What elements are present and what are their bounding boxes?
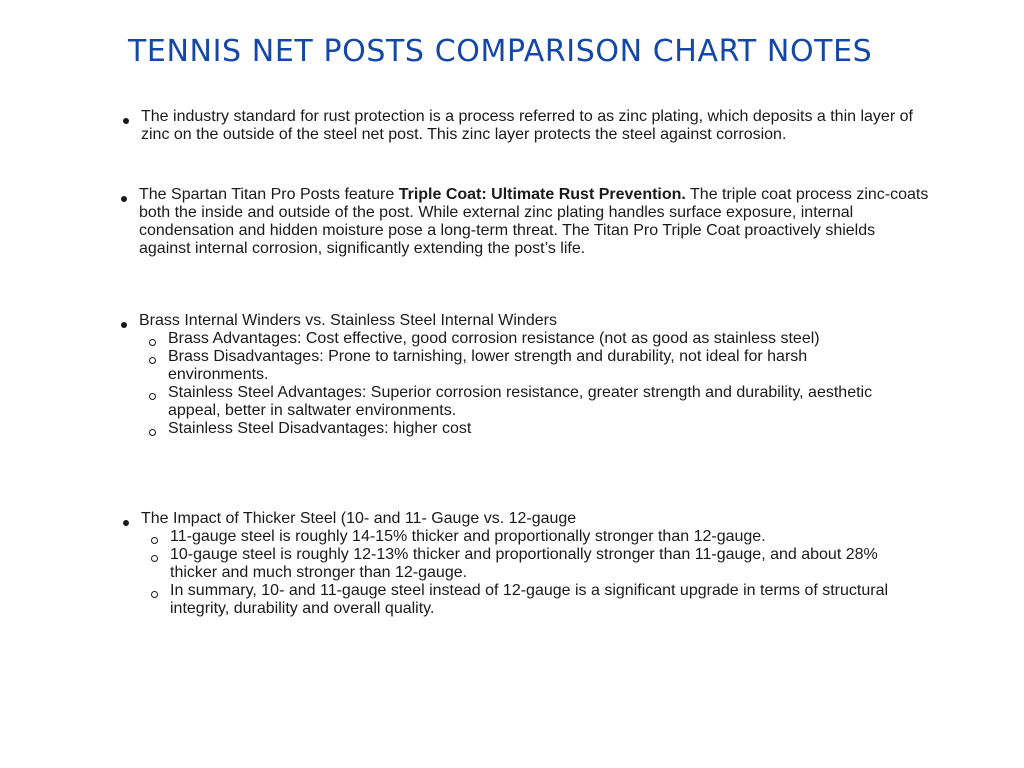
note-text-before: The Spartan Titan Pro Posts feature [139, 186, 399, 203]
sub-bullet-icon [149, 339, 156, 346]
sub-item [170, 546, 921, 582]
sub-item [168, 420, 899, 438]
sub-item [168, 348, 899, 384]
note-triple-coat [139, 186, 929, 258]
sub-item [168, 330, 899, 348]
sub-bullet-icon [149, 393, 156, 400]
page-title: TENNIS NET POSTS COMPARISON CHART NOTES [128, 34, 873, 69]
sub-bullet-icon [151, 591, 158, 598]
note-text-after: The triple coat process zinc-coats both the inside and outside of the post. While external zinc plating handles surface exposure, internal condensation and hidden moisture pose a long-term threat. The Titan Pro Triple Coat proactively shields against internal corrosion, significantly extending the post’s life. [139, 186, 929, 257]
note-text-bold: Triple Coat: Ultimate Rust Prevention. [398, 186, 686, 203]
sub-item-text: Brass Disadvantages: Prone to tarnishing, lower strength and durability, not ideal for harsh environments. [168, 348, 808, 383]
sub-bullet-icon [151, 537, 158, 544]
sub-item-text: Stainless Steel Disadvantages: higher cost [168, 420, 472, 437]
sub-item-text: Stainless Steel Advantages: Superior corrosion resistance, greater strength and durability, aesthetic appeal, better in saltwater environments. [168, 384, 873, 419]
note-internal-winders [139, 312, 899, 438]
note-thicker-steel [141, 510, 921, 618]
sub-bullet-icon [149, 429, 156, 436]
bullet-icon [123, 118, 129, 124]
bullet-icon [123, 520, 129, 526]
sub-item-text: In summary, 10- and 11-gauge steel instead of 12-gauge is a significant upgrade in terms of structural integrity, durability and overall quality. [170, 582, 889, 617]
sub-bullet-icon [149, 357, 156, 364]
sub-item-text: 11-gauge steel is roughly 14-15% thicker and proportionally stronger than 12-gauge. [170, 528, 766, 545]
sub-item [170, 528, 921, 546]
note-text: The industry standard for rust protection is a process referred to as zinc plating, which deposits a thin layer of zinc on the outside of the steel net post. This zinc layer protects the steel against corrosion. [141, 108, 913, 143]
sub-bullet-icon [151, 555, 158, 562]
sub-item-text: 10-gauge steel is roughly 12-13% thicker and proportionally stronger than 11-gauge, and about 28% thicker and much stronger than 12-gauge. [170, 546, 878, 581]
note-text: Brass Internal Winders vs. Stainless Steel Internal Winders [139, 312, 557, 329]
sub-list-gauge [141, 528, 921, 618]
sub-item [168, 384, 899, 420]
note-zinc-plating [141, 108, 941, 144]
bullet-icon [121, 322, 127, 328]
bullet-icon [121, 196, 127, 202]
sub-item-text: Brass Advantages: Cost effective, good corrosion resistance (not as good as stainless steel) [168, 330, 820, 347]
sub-item [170, 582, 921, 618]
sub-list-winders [139, 330, 899, 438]
note-text: The Impact of Thicker Steel (10- and 11- Gauge vs. 12-gauge [141, 510, 577, 527]
